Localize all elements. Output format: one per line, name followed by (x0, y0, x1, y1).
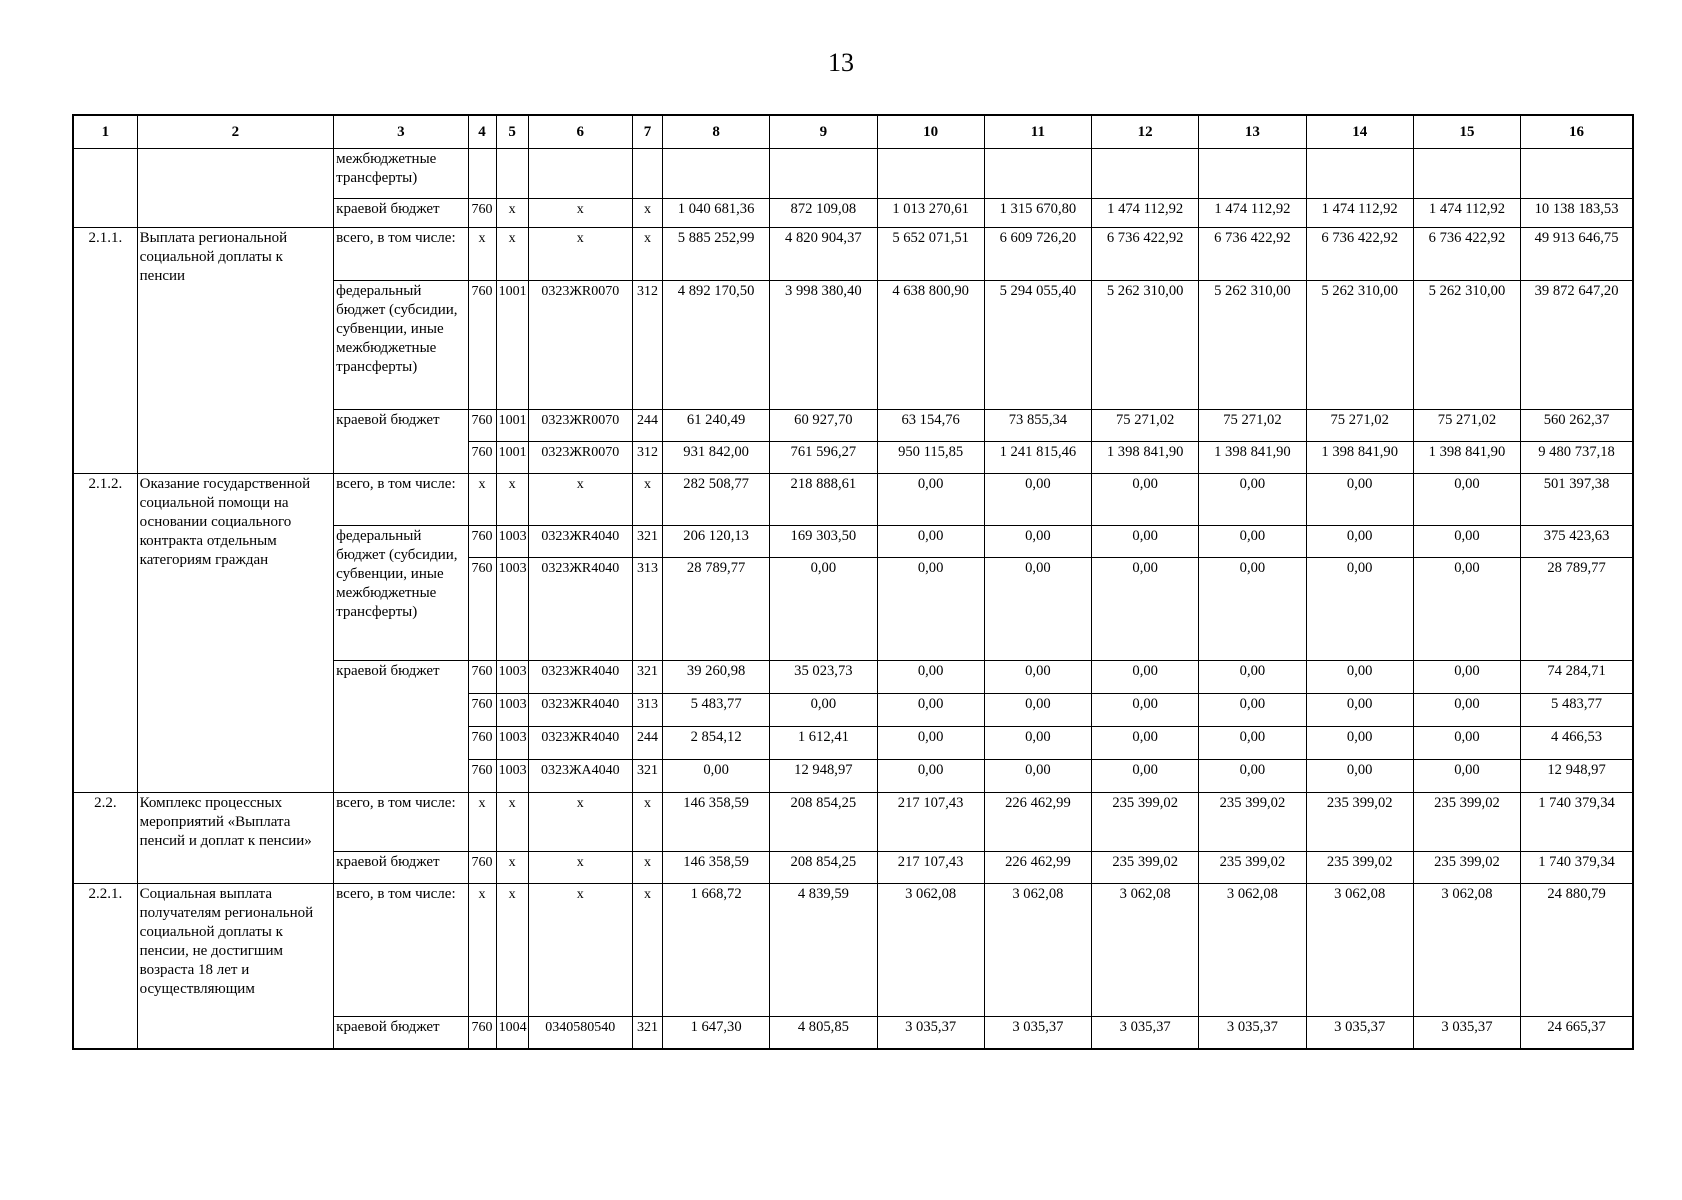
value-cell: 1 013 270,61 (877, 199, 984, 228)
value-cell: 0,00 (1199, 760, 1306, 793)
code-cell: 0323ЖR4040 (528, 727, 632, 760)
value-cell: 6 736 422,92 (1092, 228, 1199, 281)
value-cell: 0,00 (1199, 694, 1306, 727)
value-cell: 0,00 (770, 558, 877, 661)
value-cell: 1 474 112,92 (1306, 199, 1413, 228)
budget-table (72, 114, 1634, 1050)
value-cell: 63 154,76 (877, 410, 984, 442)
value-cell: 0,00 (1092, 727, 1199, 760)
value-cell: 0,00 (1306, 760, 1413, 793)
value-cell: 74 284,71 (1521, 661, 1633, 694)
funding-source-cell: краевой бюджет (334, 661, 468, 793)
value-cell: 0,00 (877, 661, 984, 694)
code-cell: 760 (468, 694, 496, 727)
value-cell: 0,00 (984, 661, 1091, 694)
code-cell: х (632, 793, 662, 852)
code-cell: 760 (468, 199, 496, 228)
funding-source-cell: краевой бюджет (334, 199, 468, 228)
code-cell: 0323ЖR0070 (528, 410, 632, 442)
code-cell: 760 (468, 760, 496, 793)
value-cell: 1 398 841,90 (1413, 442, 1520, 474)
value-cell: 0,00 (1092, 760, 1199, 793)
code-cell: 0323ЖR0070 (528, 281, 632, 410)
value-cell: 10 138 183,53 (1521, 199, 1633, 228)
value-cell: 0,00 (1306, 558, 1413, 661)
value-cell: 0,00 (877, 760, 984, 793)
row-index-cell: 2.2. (73, 793, 137, 884)
code-cell: 760 (468, 442, 496, 474)
code-cell: х (632, 228, 662, 281)
code-cell: 313 (632, 694, 662, 727)
code-cell: 1003 (496, 558, 528, 661)
value-cell: 1 241 815,46 (984, 442, 1091, 474)
code-cell: 1004 (496, 1017, 528, 1049)
value-cell: 75 271,02 (1199, 410, 1306, 442)
code-cell: 760 (468, 727, 496, 760)
value-cell: 5 885 252,99 (662, 228, 769, 281)
value-cell: 75 271,02 (1413, 410, 1520, 442)
header-cell: 16 (1521, 115, 1633, 149)
value-cell: 146 358,59 (662, 793, 769, 852)
code-cell: 760 (468, 410, 496, 442)
value-cell: 0,00 (1092, 474, 1199, 526)
value-cell: 761 596,27 (770, 442, 877, 474)
value-cell: 5 483,77 (662, 694, 769, 727)
value-cell: 0,00 (770, 694, 877, 727)
row-index-cell (73, 149, 137, 228)
value-cell: 0,00 (1306, 694, 1413, 727)
value-cell: 1 040 681,36 (662, 199, 769, 228)
funding-source-cell: краевой бюджет (334, 1017, 468, 1049)
funding-source-cell: федеральный бюджет (субсидии, субвенции, иные межбюджетные трансферты) (334, 526, 468, 661)
code-cell: 1001 (496, 281, 528, 410)
code-cell: 760 (468, 661, 496, 694)
value-cell: 0,00 (1199, 474, 1306, 526)
code-cell: 321 (632, 1017, 662, 1049)
funding-source-cell: всего, в том числе: (334, 228, 468, 281)
header-cell: 11 (984, 115, 1091, 149)
header-cell: 5 (496, 115, 528, 149)
value-cell: 6 736 422,92 (1199, 228, 1306, 281)
value-cell: 0,00 (1413, 760, 1520, 793)
code-cell: 1003 (496, 694, 528, 727)
value-cell: 169 303,50 (770, 526, 877, 558)
header-cell: 13 (1199, 115, 1306, 149)
table-row (73, 793, 1633, 852)
value-cell: 5 262 310,00 (1092, 281, 1199, 410)
header-cell: 14 (1306, 115, 1413, 149)
code-cell: х (496, 884, 528, 1017)
value-cell: 235 399,02 (1413, 793, 1520, 852)
value-cell: 0,00 (1413, 661, 1520, 694)
value-cell: 0,00 (1306, 661, 1413, 694)
value-cell: 0,00 (1199, 558, 1306, 661)
value-cell: 0,00 (1199, 661, 1306, 694)
funding-source-cell: всего, в том числе: (334, 793, 468, 852)
code-cell: 312 (632, 281, 662, 410)
row-name-cell: Социальная выплата получателям региональной социальной доплаты к пенсии, не достигшим возраста 18 лет и осуществляющим (137, 884, 334, 1049)
value-cell: 1 668,72 (662, 884, 769, 1017)
value-cell: 208 854,25 (770, 793, 877, 852)
value-cell: 0,00 (1413, 694, 1520, 727)
page-number: 13 (828, 48, 854, 77)
value-cell: 0,00 (1413, 727, 1520, 760)
value-cell: 5 262 310,00 (1413, 281, 1520, 410)
code-cell: 760 (468, 558, 496, 661)
value-cell: 235 399,02 (1306, 852, 1413, 884)
value-cell: 39 260,98 (662, 661, 769, 694)
funding-source-cell: всего, в том числе: (334, 474, 468, 526)
value-cell: 1 647,30 (662, 1017, 769, 1049)
value-cell: 73 855,34 (984, 410, 1091, 442)
code-cell: 0323ЖR4040 (528, 558, 632, 661)
value-cell: 28 789,77 (1521, 558, 1633, 661)
value-cell: 217 107,43 (877, 852, 984, 884)
value-cell: 0,00 (877, 474, 984, 526)
value-cell: 24 880,79 (1521, 884, 1633, 1017)
header-cell: 6 (528, 115, 632, 149)
value-cell: 0,00 (877, 526, 984, 558)
code-cell: 244 (632, 727, 662, 760)
value-cell: 3 035,37 (1199, 1017, 1306, 1049)
value-cell: 208 854,25 (770, 852, 877, 884)
value-cell: 1 398 841,90 (1092, 442, 1199, 474)
value-cell: 5 262 310,00 (1306, 281, 1413, 410)
code-cell: 321 (632, 760, 662, 793)
value-cell: 1 398 841,90 (1199, 442, 1306, 474)
value-cell: 3 035,37 (877, 1017, 984, 1049)
header-cell: 4 (468, 115, 496, 149)
value-cell: 0,00 (984, 694, 1091, 727)
value-cell: 217 107,43 (877, 793, 984, 852)
value-cell: 6 736 422,92 (1306, 228, 1413, 281)
value-cell: 0,00 (1306, 474, 1413, 526)
value-cell: 0,00 (1092, 694, 1199, 727)
value-cell: 1 612,41 (770, 727, 877, 760)
funding-source-cell: краевой бюджет (334, 852, 468, 884)
code-cell: 313 (632, 558, 662, 661)
value-cell: 375 423,63 (1521, 526, 1633, 558)
row-name-cell: Комплекс процессных мероприятий «Выплата пенсий и доплат к пенсии» (137, 793, 334, 884)
header-cell: 10 (877, 115, 984, 149)
code-cell: 760 (468, 281, 496, 410)
value-cell: 1 474 112,92 (1413, 199, 1520, 228)
funding-source-cell: всего, в том числе: (334, 884, 468, 1017)
code-cell: 760 (468, 526, 496, 558)
value-cell: 3 062,08 (1306, 884, 1413, 1017)
value-cell: 3 035,37 (984, 1017, 1091, 1049)
code-cell: х (528, 793, 632, 852)
funding-source-cell: межбюджетные трансферты) (334, 149, 468, 199)
value-cell: 3 035,37 (1092, 1017, 1199, 1049)
value-cell: 3 035,37 (1306, 1017, 1413, 1049)
row-index-cell: 2.1.2. (73, 474, 137, 793)
header-cell: 1 (73, 115, 137, 149)
value-cell: 931 842,00 (662, 442, 769, 474)
value-cell: 2 854,12 (662, 727, 769, 760)
value-cell: 4 638 800,90 (877, 281, 984, 410)
value-cell: 872 109,08 (770, 199, 877, 228)
code-cell: х (528, 228, 632, 281)
value-cell: 282 508,77 (662, 474, 769, 526)
value-cell: 501 397,38 (1521, 474, 1633, 526)
value-cell: 0,00 (984, 760, 1091, 793)
header-cell: 8 (662, 115, 769, 149)
code-cell: х (632, 199, 662, 228)
value-cell: 1 315 670,80 (984, 199, 1091, 228)
value-cell: 5 294 055,40 (984, 281, 1091, 410)
value-cell: 226 462,99 (984, 852, 1091, 884)
value-cell: 1 474 112,92 (1092, 199, 1199, 228)
value-cell: 5 652 071,51 (877, 228, 984, 281)
row-name-cell: Оказание государственной социальной помощи на основании социального контракта отдельным категориям граждан (137, 474, 334, 793)
code-cell: 1003 (496, 727, 528, 760)
header-cell: 9 (770, 115, 877, 149)
value-cell: 4 839,59 (770, 884, 877, 1017)
value-cell: 235 399,02 (1413, 852, 1520, 884)
value-cell: 235 399,02 (1092, 852, 1199, 884)
row-index-cell: 2.2.1. (73, 884, 137, 1049)
code-cell: х (528, 884, 632, 1017)
value-cell: 0,00 (662, 760, 769, 793)
row-name-cell (137, 149, 334, 228)
value-cell: 24 665,37 (1521, 1017, 1633, 1049)
value-cell: 0,00 (1306, 727, 1413, 760)
row-name-cell: Выплата региональной социальной доплаты к пенсии (137, 228, 334, 474)
value-cell: 3 998 380,40 (770, 281, 877, 410)
value-cell: 0,00 (877, 727, 984, 760)
value-cell: 35 023,73 (770, 661, 877, 694)
value-cell: 560 262,37 (1521, 410, 1633, 442)
value-cell: 75 271,02 (1092, 410, 1199, 442)
value-cell: 226 462,99 (984, 793, 1091, 852)
value-cell: 0,00 (1199, 727, 1306, 760)
value-cell: 12 948,97 (1521, 760, 1633, 793)
code-cell: х (632, 884, 662, 1017)
value-cell: 950 115,85 (877, 442, 984, 474)
value-cell: 0,00 (1092, 661, 1199, 694)
value-cell: 1 740 379,34 (1521, 852, 1633, 884)
code-cell: 760 (468, 852, 496, 884)
value-cell: 3 062,08 (1199, 884, 1306, 1017)
value-cell: 4 466,53 (1521, 727, 1633, 760)
value-cell: 0,00 (984, 727, 1091, 760)
value-cell: 0,00 (984, 474, 1091, 526)
table-row (73, 228, 1633, 281)
code-cell: х (496, 474, 528, 526)
code-cell: 0323ЖА4040 (528, 760, 632, 793)
value-cell: 235 399,02 (1092, 793, 1199, 852)
code-cell: 0323ЖR0070 (528, 442, 632, 474)
table-row (73, 474, 1633, 526)
row-index-cell: 2.1.1. (73, 228, 137, 474)
value-cell: 9 480 737,18 (1521, 442, 1633, 474)
code-cell: х (496, 793, 528, 852)
code-cell: х (496, 199, 528, 228)
value-cell: 4 820 904,37 (770, 228, 877, 281)
value-cell: 61 240,49 (662, 410, 769, 442)
code-cell: х (528, 199, 632, 228)
header-cell: 12 (1092, 115, 1199, 149)
value-cell: 4 805,85 (770, 1017, 877, 1049)
code-cell: 1003 (496, 526, 528, 558)
value-cell: 0,00 (1306, 526, 1413, 558)
value-cell: 75 271,02 (1306, 410, 1413, 442)
code-cell: 760 (468, 1017, 496, 1049)
table-row (73, 884, 1633, 1017)
code-cell: х (496, 852, 528, 884)
value-cell: 0,00 (1413, 558, 1520, 661)
value-cell: 4 892 170,50 (662, 281, 769, 410)
code-cell: х (528, 852, 632, 884)
value-cell: 235 399,02 (1199, 793, 1306, 852)
code-cell: х (468, 474, 496, 526)
value-cell: 39 872 647,20 (1521, 281, 1633, 410)
code-cell: х (632, 852, 662, 884)
header-cell: 7 (632, 115, 662, 149)
code-cell: х (468, 228, 496, 281)
code-cell: 0340580540 (528, 1017, 632, 1049)
value-cell: 1 740 379,34 (1521, 793, 1633, 852)
value-cell: 0,00 (1413, 474, 1520, 526)
code-cell: 1001 (496, 410, 528, 442)
value-cell: 49 913 646,75 (1521, 228, 1633, 281)
value-cell: 0,00 (1092, 526, 1199, 558)
header-cell: 15 (1413, 115, 1520, 149)
code-cell: 312 (632, 442, 662, 474)
value-cell: 0,00 (877, 558, 984, 661)
value-cell: 1 474 112,92 (1199, 199, 1306, 228)
code-cell: х (468, 884, 496, 1017)
value-cell: 0,00 (1092, 558, 1199, 661)
value-cell: 1 398 841,90 (1306, 442, 1413, 474)
value-cell: 5 483,77 (1521, 694, 1633, 727)
value-cell: 5 262 310,00 (1199, 281, 1306, 410)
code-cell: х (632, 474, 662, 526)
code-cell: 0323ЖR4040 (528, 694, 632, 727)
value-cell: 0,00 (877, 694, 984, 727)
code-cell: 244 (632, 410, 662, 442)
value-cell: 3 062,08 (984, 884, 1091, 1017)
code-cell: 0323ЖR4040 (528, 661, 632, 694)
code-cell: 0323ЖR4040 (528, 526, 632, 558)
value-cell: 0,00 (984, 558, 1091, 661)
code-cell: 321 (632, 526, 662, 558)
funding-source-cell: краевой бюджет (334, 410, 468, 474)
value-cell: 12 948,97 (770, 760, 877, 793)
value-cell: 6 609 726,20 (984, 228, 1091, 281)
value-cell: 235 399,02 (1199, 852, 1306, 884)
code-cell: х (468, 793, 496, 852)
value-cell: 146 358,59 (662, 852, 769, 884)
value-cell: 28 789,77 (662, 558, 769, 661)
table-row (73, 149, 1633, 199)
funding-source-cell: федеральный бюджет (субсидии, субвенции, иные межбюджетные трансферты) (334, 281, 468, 410)
code-cell: 1003 (496, 661, 528, 694)
value-cell: 60 927,70 (770, 410, 877, 442)
header-cell: 3 (334, 115, 468, 149)
value-cell: 6 736 422,92 (1413, 228, 1520, 281)
value-cell: 235 399,02 (1306, 793, 1413, 852)
header-cell: 2 (137, 115, 334, 149)
header-row (73, 115, 1633, 149)
code-cell: 1001 (496, 442, 528, 474)
value-cell: 0,00 (984, 526, 1091, 558)
value-cell: 3 035,37 (1413, 1017, 1520, 1049)
code-cell: 1003 (496, 760, 528, 793)
code-cell: х (528, 474, 632, 526)
code-cell: х (496, 228, 528, 281)
value-cell: 206 120,13 (662, 526, 769, 558)
value-cell: 3 062,08 (1413, 884, 1520, 1017)
value-cell: 0,00 (1199, 526, 1306, 558)
value-cell: 3 062,08 (877, 884, 984, 1017)
value-cell: 0,00 (1413, 526, 1520, 558)
value-cell: 3 062,08 (1092, 884, 1199, 1017)
code-cell: 321 (632, 661, 662, 694)
value-cell: 218 888,61 (770, 474, 877, 526)
